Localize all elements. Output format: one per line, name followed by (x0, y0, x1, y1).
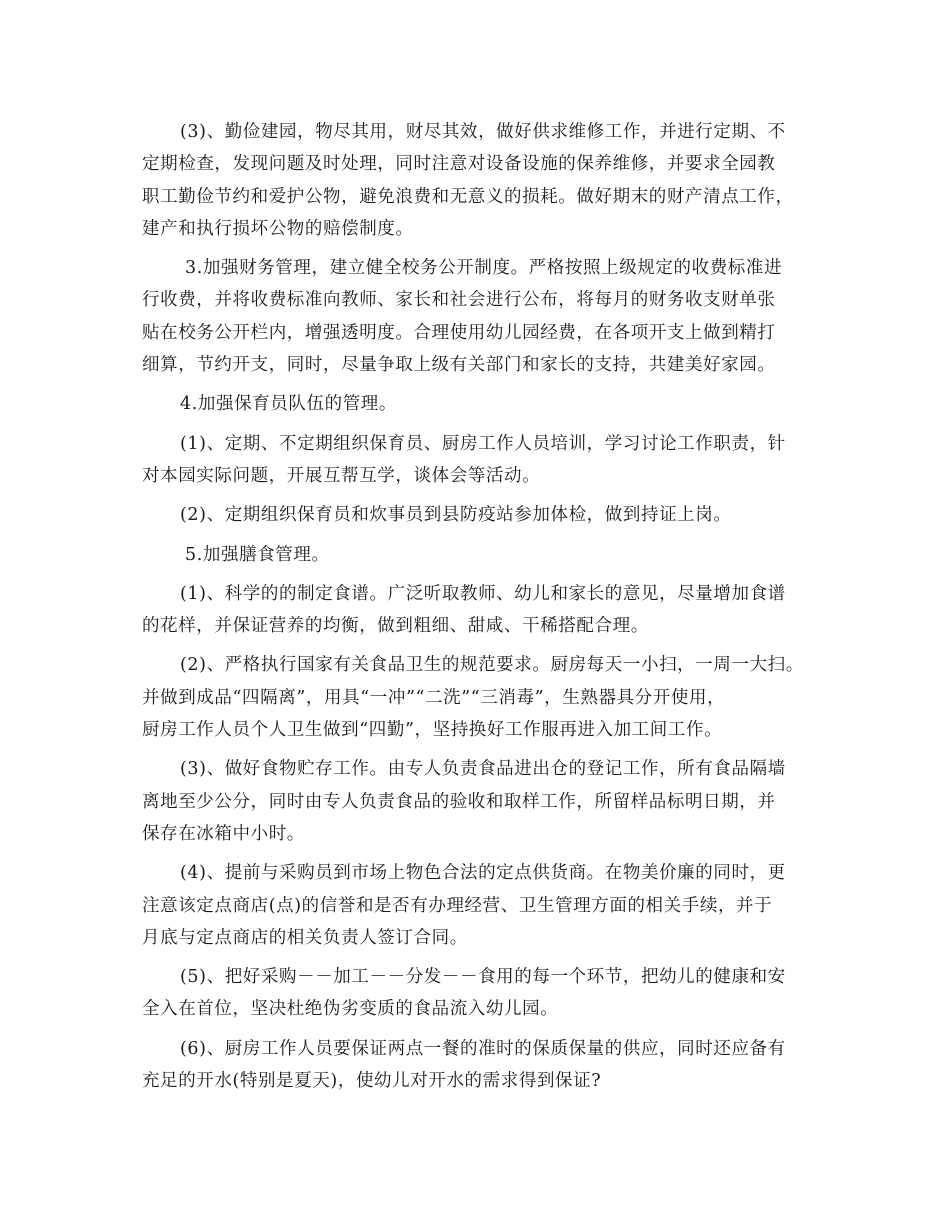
text-line: 贴在校务公开栏内，增强透明度。合理使用幼儿园经费，在各项开支上做到精打 (142, 322, 776, 343)
text-line: 离地至少公分，同时由专人负责食品的验收和取样工作，所留样品标明日期，并 (142, 791, 776, 812)
paragraph-storage (142, 753, 810, 850)
paragraph-water (142, 1033, 810, 1098)
paragraph-hygiene (142, 649, 810, 746)
text-line: (2)、定期组织保育员和炊事员到县防疫站参加体检，做到持证上岗。 (180, 505, 732, 526)
text-line: 行收费，并将收费标准向教师、家长和社会进行公布，将每月的财务收支财单张 (142, 290, 776, 311)
text-line: (1)、定期、不定期组织保育员、厨房工作人员培训，学习讨论工作职责，针 (180, 433, 786, 454)
paragraph-suppliers (142, 857, 810, 954)
paragraph-diligent-build (142, 116, 810, 245)
text-line: 的花样，并保证营养的均衡，做到粗细、甜咸、干稀搭配合理。 (142, 616, 649, 637)
document-body (142, 116, 810, 1104)
text-line: (6)、厨房工作人员要保证两点一餐的准时的保质保量的供应，同时还应备有 (180, 1038, 786, 1059)
text-line: (3)、做好食物贮存工作。由专人负责食品进出仓的登记工作，所有食品隔墙 (180, 759, 786, 780)
text-line: 保存在冰箱中小时。 (142, 823, 305, 844)
text-line: (5)、把好采购－－加工－－分发－－食用的每一个环节，把幼儿的健康和安 (180, 967, 786, 988)
section-heading-staff (142, 388, 810, 420)
text-line: 细算，节约开支，同时，尽量争取上级有关部门和家长的支持，共建美好家园。 (142, 355, 776, 376)
text-line: 3.加强财务管理，建立健全校务公开制度。严格按照上级规定的收费标准进 (185, 258, 783, 279)
text-line: 厨房工作人员个人卫生做到“四勤”，坚持换好工作服再进入加工间工作。 (142, 720, 723, 741)
text-line: (4)、提前与采购员到市场上物色合法的定点供货商。在物美价廉的同时，更 (180, 863, 786, 884)
text-line: 职工勤俭节约和爱护公物，避免浪费和无意义的损耗。做好期末的财产清点工作， (142, 186, 794, 207)
text-line: 建产和执行损坏公物的赔偿制度。 (142, 218, 414, 239)
text-line: (2)、严格执行国家有关食品卫生的规范要求。厨房每天一小扫，一周一大扫。 (180, 655, 804, 676)
text-line: 对本园实际问题，开展互帮互学，谈体会等活动。 (142, 465, 541, 486)
text-line: 4.加强保育员队伍的管理。 (180, 394, 397, 415)
paragraph-process (142, 961, 810, 1026)
section-heading-meals (142, 539, 810, 571)
text-line: 月底与定点商店的相关负责人签订合同。 (142, 927, 468, 948)
text-line: (3)、勤俭建园，物尽其用，财尽其效，做好供求维修工作，并进行定期、不 (180, 122, 786, 142)
section-heading-finance (142, 252, 810, 381)
paragraph-training (142, 428, 810, 493)
text-line: 5.加强膳食管理。 (185, 544, 330, 565)
text-line: 全入在首位，坚决杜绝伪劣变质的食品流入幼儿园。 (142, 999, 559, 1020)
text-line: 定期检查，发现问题及时处理，同时注意对设备设施的保养维修，并要求全园教 (142, 154, 776, 175)
text-line: 充足的开水(特别是夏天)，使幼儿对开水的需求得到保证? (142, 1071, 602, 1092)
paragraph-recipes (142, 578, 810, 643)
text-line: (1)、科学的的制定食谱。广泛听取教师、幼儿和家长的意见，尽量增加食谱 (180, 583, 786, 604)
paragraph-health-check (142, 499, 810, 531)
text-line: 注意该定点商店(点)的信誉和是否有办理经营、卫生管理方面的相关手续，并于 (142, 895, 773, 916)
text-line: 并做到成品“四隔离”，用具“一冲”“二洗”“三消毒”，生熟器具分开使用， (142, 687, 726, 708)
